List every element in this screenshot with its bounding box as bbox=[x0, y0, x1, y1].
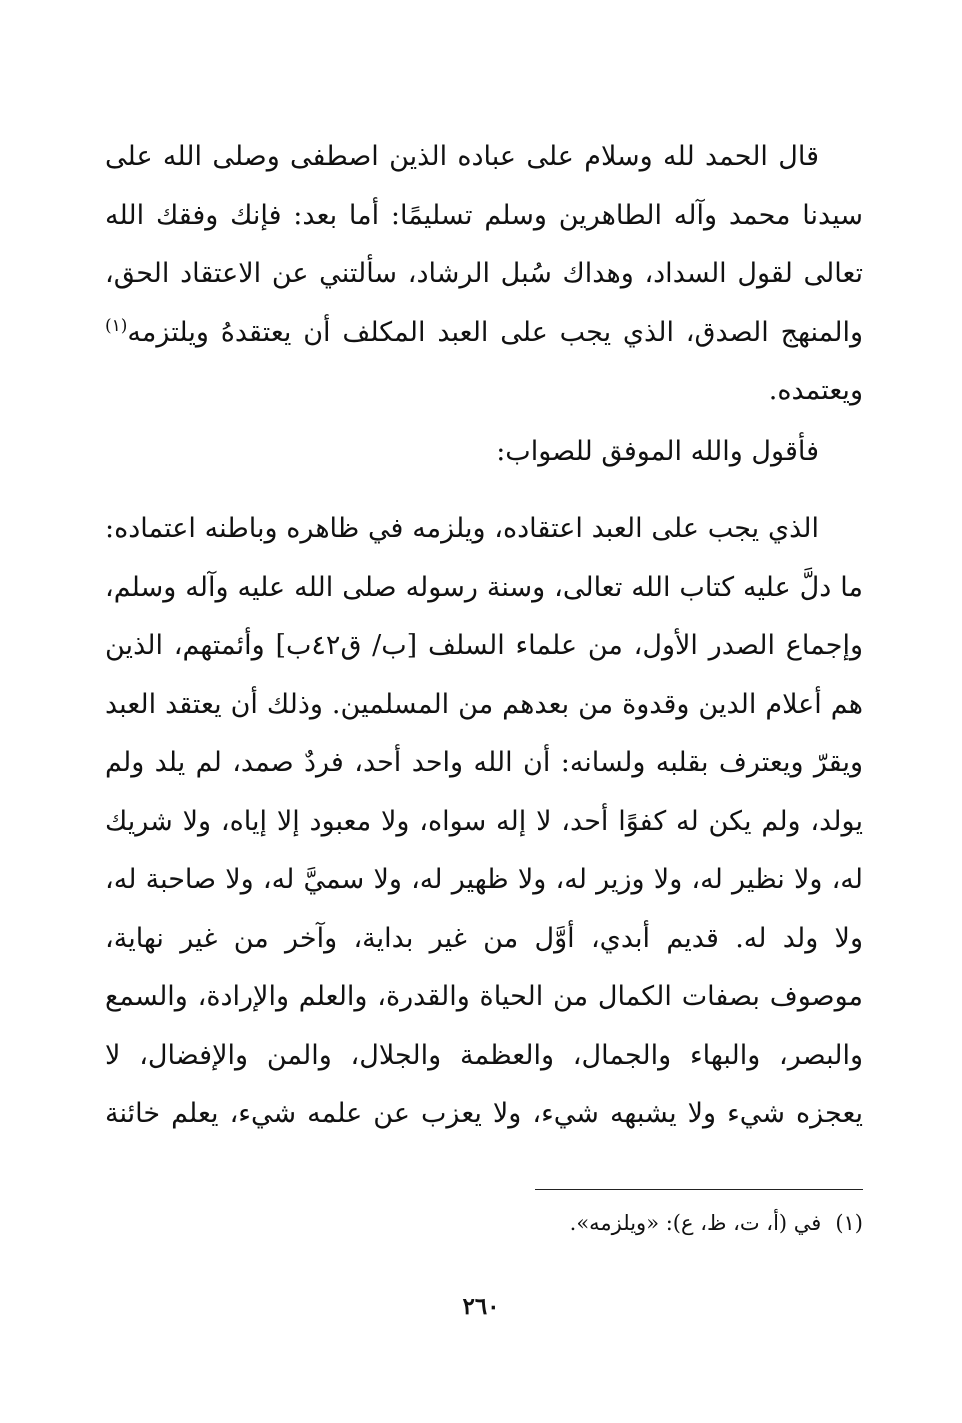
text-line: فأقول والله الموفق للصواب: bbox=[496, 436, 819, 467]
text-line: وإجماع الصدر الأول، من علماء السلف [ب/ ق٤٢ب] وأئمتهم، الذين bbox=[105, 630, 863, 661]
text-line-with-footnote bbox=[105, 304, 863, 363]
text-line: ويقرّ ويعترف بقلبه ولسانه: أن الله واحد أحد، فردٌ صمد، لم يلد ولم bbox=[105, 747, 863, 778]
paragraph-opening bbox=[105, 128, 863, 421]
text-line: ما دلَّ عليه كتاب الله تعالى، وسنة رسوله صلى الله عليه وآله وسلم، bbox=[105, 571, 863, 603]
footnote bbox=[105, 1205, 863, 1241]
paragraph-creed bbox=[105, 500, 863, 1144]
text-line: هم أعلام الدين وقدوة من بعدهم من المسلمين. وذلك أن يعتقد العبد bbox=[105, 688, 863, 720]
footnote-separator bbox=[535, 1189, 863, 1190]
text-line: تعالى لقول السداد، وهداك سُبل الرشاد، سألتني عن الاعتقاد الحق، bbox=[105, 258, 863, 289]
paragraph-transition bbox=[105, 423, 863, 482]
text-line: قال الحمد لله وسلام على عباده الذين اصطفى وصلى الله على bbox=[105, 141, 819, 172]
footnote-reference: (١) bbox=[105, 315, 128, 336]
text-line: الذي يجب على العبد اعتقاده، ويلزمه في ظاهره وباطنه اعتماده: bbox=[105, 513, 819, 544]
page-number: ٢٦٠ bbox=[462, 1293, 500, 1320]
text-line: والبصر، والبهاء والجمال، والعظمة والجلال، والمن والإفضال، لا bbox=[105, 1039, 863, 1071]
footnote-text: في (أ، ت، ظ، ع): «ويلزمه». bbox=[569, 1211, 822, 1235]
text-line: ولا ولد له. قديم أبدي، أوَّل من غير بداية، وآخر من غير نهاية، bbox=[105, 922, 863, 954]
text-line: موصوف بصفات الكمال من الحياة والقدرة، والعلم والإرادة، والسمع bbox=[105, 981, 863, 1012]
text-line: والمنهج الصدق، الذي يجب على العبد المكلف أن يعتقدهُ ويلتزمه bbox=[127, 316, 863, 348]
text-line: يعجزه شيء ولا يشبهه شيء، ولا يعزب عن علمه شيء، يعلم خائنة bbox=[105, 1098, 863, 1129]
text-line: سيدنا محمد وآله الطاهرين وسلم تسليمًا: أما بعد: فإنك وفقك الله bbox=[105, 199, 863, 231]
text-line: يولد، ولم يكن له كفوًا أحد، لا إله سواه، ولا معبود إلا إياه، ولا شريك bbox=[105, 805, 863, 837]
text-line: له، ولا نظير له، ولا وزير له، ولا ظهير له، ولا سميَّ له، ولا صاحبة له، bbox=[105, 864, 863, 895]
footnote-number: (١) bbox=[835, 1211, 863, 1235]
text-line: ويعتمده. bbox=[768, 375, 863, 406]
